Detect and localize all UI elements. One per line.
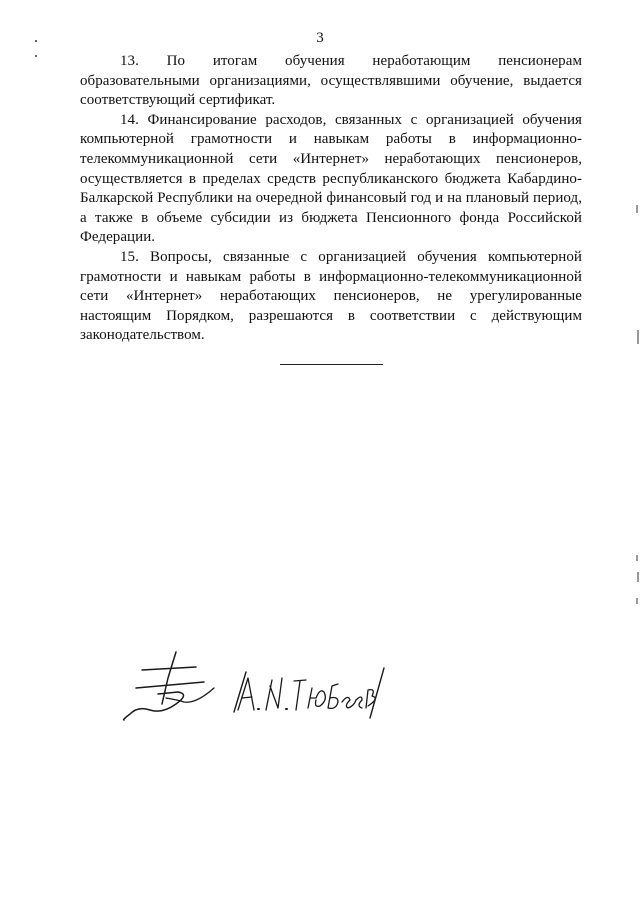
signature-name-ee (342, 697, 362, 708)
end-separator-line (280, 364, 383, 365)
edge-mark-5 (636, 598, 638, 604)
signature-name-b (328, 684, 338, 708)
signature-slash-right (370, 668, 384, 718)
signature-name-i (266, 678, 282, 710)
paragraph-13: 13. По итогам обучения неработающим пенсионерам образовательными организациями, осуществлявшими обучение, выдается соответствующий сертификат. (80, 53, 582, 109)
edge-mark-4 (637, 572, 639, 582)
page-number: 3 (316, 30, 324, 46)
edge-mark-2 (637, 330, 639, 344)
document-body (80, 52, 582, 346)
paragraph-14: 14. Финансирование расходов, связанных с организацией обучения компьютерной грамотности и навыкам работы в информационно-телекоммуникационной сети «Интернет» неработающих пенсионеров, осуществляется в пределах средств республиканского бюджета Кабардино-Балкарской Республики на очередной финансовый год и на плановый период, а также в объеме субсидии из бюджета Пенсионного фонда Российской Федерации. (80, 111, 582, 246)
paragraph-15: 15. Вопросы, связанные с организацией обучения компьютерной грамотности и навыкам работы в информационно-телекоммуникационной сети «Интернет» неработающих пенсионеров, не урегулированные настоящим Порядком, разрешаются в соответствии с действующим законодательством. (80, 248, 582, 344)
signature-mark (166, 688, 214, 702)
signature-flourish (124, 652, 204, 720)
signature-name-a (238, 678, 254, 710)
edge-mark-1 (636, 205, 638, 213)
scan-dot-bottom (35, 55, 37, 57)
edge-mark-3 (636, 555, 638, 561)
signature-name-t (294, 680, 306, 710)
signature-name-yu (308, 688, 325, 708)
handwritten-signature (118, 648, 388, 726)
